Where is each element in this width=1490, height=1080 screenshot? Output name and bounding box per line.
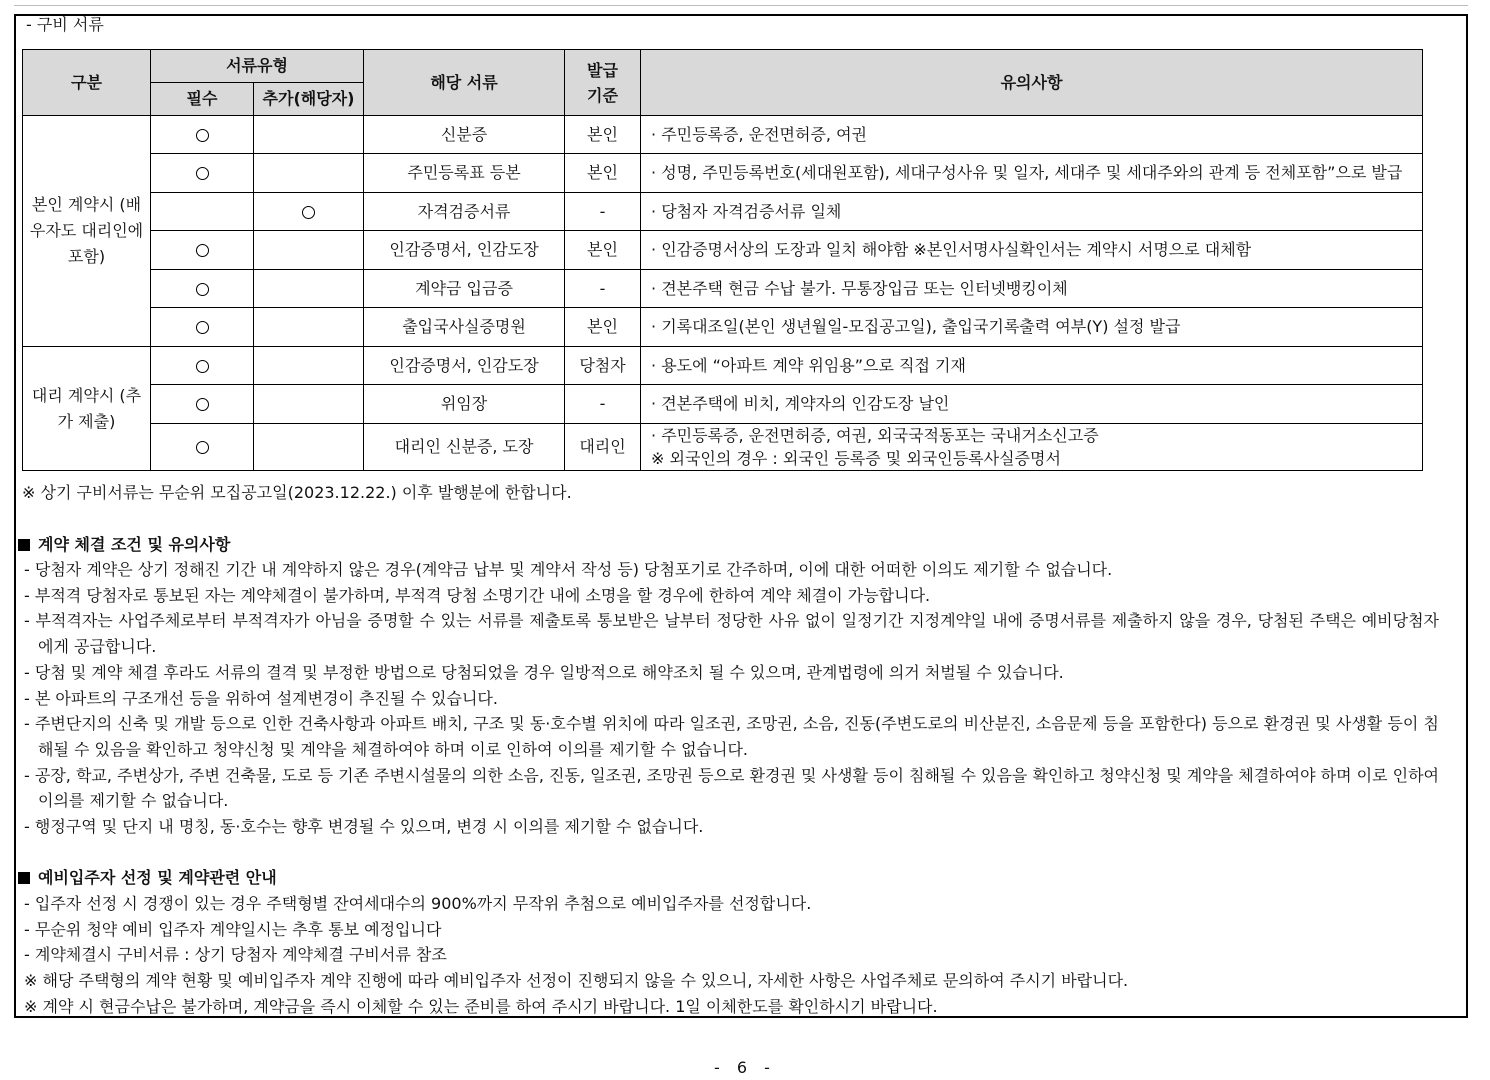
document-cell: 계약금 입금증 bbox=[364, 270, 565, 308]
header-additional: 추가(해당자) bbox=[254, 83, 364, 116]
category-cell: 대리 계약시 (추가 제출) bbox=[23, 347, 151, 471]
table-row bbox=[23, 154, 1423, 193]
list-item: - 당첨 및 계약 체결 후라도 서류의 결격 및 부정한 방법으로 당첨되었을 경우 일방적으로 해약조치 될 수 있으며, 관계법령에 의거 처벌될 수 있습니다. bbox=[24, 662, 1064, 682]
note-cell bbox=[641, 308, 1423, 347]
documents-footnote: ※ 상기 구비서류는 무순위 모집공고일(2023.12.22.) 이후 발행분에 한합니다. bbox=[22, 483, 572, 502]
document-cell: 자격검증서류 bbox=[364, 193, 565, 231]
note-cell bbox=[641, 270, 1423, 308]
header-issue-basis bbox=[565, 50, 641, 116]
circle-mark-icon bbox=[196, 244, 209, 257]
additional-cell bbox=[254, 308, 364, 347]
section-title: 계약 체결 조건 및 유의사항 bbox=[38, 535, 231, 554]
header-notes: 유의사항 bbox=[641, 50, 1423, 116]
list-item: - 입주자 선정 시 경쟁이 있는 경우 주택형별 잔여세대수의 900%까지 무작위 추첨으로 예비입주자를 선정합니다. bbox=[24, 894, 812, 913]
note-line: · 인감증명서상의 도장과 일치 해야함 ※본인서명사실확인서는 계약시 서명으로 대체함 bbox=[651, 240, 1252, 259]
required-cell bbox=[151, 193, 254, 231]
table-row bbox=[23, 385, 1423, 424]
required-documents-table bbox=[22, 49, 1423, 471]
table-row bbox=[23, 116, 1423, 154]
issue-basis-cell: - bbox=[565, 270, 641, 308]
note-cell bbox=[641, 193, 1423, 231]
table-row bbox=[23, 308, 1423, 347]
issue-basis-cell: 본인 bbox=[565, 308, 641, 347]
section-title: 예비입주자 선정 및 계약관련 안내 bbox=[38, 868, 277, 887]
additional-cell bbox=[254, 154, 364, 193]
list-item: ※ 계약 시 현금수납은 불가하며, 계약금을 즉시 이체할 수 있는 준비를 하여 주시기 바랍니다. 1일 이체한도를 확인하시기 바랍니다. bbox=[24, 996, 938, 1016]
note-line: · 견본주택 현금 수납 불가. 무통장입금 또는 인터넷뱅킹이체 bbox=[651, 278, 1068, 298]
issue-basis-cell: 당첨자 bbox=[565, 347, 641, 385]
note-line: · 성명, 주민등록번호(세대원포함), 세대구성사유 및 일자, 세대주 및 세대주와의 관계 등 전체포함”으로 발급 bbox=[651, 163, 1403, 182]
circle-mark-icon bbox=[196, 360, 209, 373]
required-cell bbox=[151, 231, 254, 270]
table-row bbox=[23, 270, 1423, 308]
table-row bbox=[23, 424, 1423, 471]
document-cell: 출입국사실증명원 bbox=[364, 308, 565, 347]
table-body bbox=[23, 116, 1423, 471]
required-cell bbox=[151, 154, 254, 193]
circle-mark-icon bbox=[196, 321, 209, 334]
page-number: - 6 - bbox=[714, 1058, 776, 1077]
issue-basis-cell: 본인 bbox=[565, 116, 641, 154]
table-row bbox=[23, 231, 1423, 270]
header-required: 필수 bbox=[151, 83, 254, 116]
table-row bbox=[23, 193, 1423, 231]
additional-cell bbox=[254, 231, 364, 270]
additional-cell bbox=[254, 424, 364, 471]
list-item: - 계약체결시 구비서류 : 상기 당첨자 계약체결 구비서류 참조 bbox=[24, 945, 447, 965]
additional-cell bbox=[254, 116, 364, 154]
circle-mark-icon bbox=[196, 441, 209, 454]
additional-cell bbox=[254, 193, 364, 231]
required-cell bbox=[151, 270, 254, 308]
list-item: - 무순위 청약 예비 입주자 계약일시는 추후 통보 예정입니다 bbox=[24, 919, 442, 939]
note-line: · 용도에 “아파트 계약 위임용”으로 직접 기재 bbox=[651, 355, 966, 375]
note-cell bbox=[641, 347, 1423, 385]
top-divider bbox=[14, 5, 1468, 6]
section-label: - 구비 서류 bbox=[26, 15, 104, 34]
circle-mark-icon bbox=[196, 398, 209, 411]
contract-conditions-list bbox=[24, 557, 1439, 840]
circle-mark-icon bbox=[196, 129, 209, 142]
list-item: - 본 아파트의 구조개선 등을 위하여 설계변경이 추진될 수 있습니다. bbox=[24, 688, 498, 708]
required-cell bbox=[151, 424, 254, 471]
required-cell bbox=[151, 116, 254, 154]
issue-basis-cell: 대리인 bbox=[565, 424, 641, 471]
circle-mark-icon bbox=[302, 206, 315, 219]
additional-cell bbox=[254, 385, 364, 424]
note-cell bbox=[641, 154, 1423, 193]
note-line: ※ 외국인의 경우 : 외국인 등록증 및 외국인등록사실증명서 bbox=[651, 449, 1061, 468]
required-cell bbox=[151, 308, 254, 347]
document-cell: 위임장 bbox=[364, 385, 565, 424]
list-item: - 공장, 학교, 주변상가, 주변 건축물, 도로 등 기존 주변시설물의 의한 소음, 진동, 일조권, 조망권 등으로 환경권 및 사생활 등이 침해될 수 있음을 확인하고 청약신청 및 계약을 체결하여야 하며 이로 인하여 이의를 제기할 수 없습니다. bbox=[24, 765, 1439, 811]
issue-basis-cell: - bbox=[565, 193, 641, 231]
issue-basis-cell: - bbox=[565, 385, 641, 424]
required-cell bbox=[151, 385, 254, 424]
issue-basis-cell: 본인 bbox=[565, 154, 641, 193]
list-item: - 당첨자 계약은 상기 정해진 기간 내 계약하지 않은 경우(계약금 납부 및 계약서 작성 등) 당첨포기로 간주하며, 이에 대한 어떠한 이의도 제기할 수 없습니다. bbox=[24, 560, 1113, 579]
note-line: · 당첨자 자격검증서류 일체 bbox=[651, 201, 842, 221]
reserve-tenant-list bbox=[24, 891, 1439, 1020]
list-item: - 부적격 당첨자로 통보된 자는 계약체결이 불가하며, 부적격 당첨 소명기간 내에 소명을 할 경우에 한하여 계약 체결이 가능합니다. bbox=[24, 585, 931, 605]
note-line: · 주민등록증, 운전면허증, 여권 bbox=[651, 124, 868, 144]
category-cell: 본인 계약시 (배우자도 대리인에 포함) bbox=[23, 116, 151, 347]
document-cell: 신분증 bbox=[364, 116, 565, 154]
table-row bbox=[23, 347, 1423, 385]
note-cell bbox=[641, 424, 1423, 471]
circle-mark-icon bbox=[196, 283, 209, 296]
note-line: · 기록대조일(본인 생년월일-모집공고일), 출입국기록출력 여부(Y) 설정 발급 bbox=[651, 317, 1181, 336]
additional-cell bbox=[254, 347, 364, 385]
section-heading-reserve bbox=[18, 868, 277, 888]
required-cell bbox=[151, 347, 254, 385]
note-line: · 견본주택에 비치, 계약자의 인감도장 날인 bbox=[651, 394, 950, 413]
list-item: ※ 해당 주택형의 계약 현황 및 예비입주자 계약 진행에 따라 예비입주자 선정이 진행되지 않을 수 있으니, 자세한 사항은 사업주체로 문의하여 주시기 바랍니다. bbox=[24, 971, 1129, 991]
note-cell bbox=[641, 385, 1423, 424]
document-cell: 대리인 신분증, 도장 bbox=[364, 424, 565, 471]
document-cell: 주민등록표 등본 bbox=[364, 154, 565, 193]
list-item: - 주변단지의 신축 및 개발 등으로 인한 건축사항과 아파트 배치, 구조 및 동·호수별 위치에 따라 일조권, 조망권, 소음, 진동(주변도로의 비산분진, 소음문제 등을 포함한다) 등으로 환경권 및 사생활 등이 침해될 수 있음을 확인하고 청약신청 및 계약을 체결하여야 하며 이로 인하여 이의를 제기할 수 없습니다. bbox=[24, 714, 1439, 759]
list-item: - 부적격자는 사업주체로부터 부적격자가 아님을 증명할 수 있는 서류를 제출토록 통보받은 날부터 정당한 사유 없이 일정기간 지정계약일 내에 증명서류를 제출하지 않을 경우, 당첨된 주택은 예비당첨자에게 공급합니다. bbox=[24, 611, 1439, 657]
note-cell bbox=[641, 116, 1423, 154]
document-cell: 인감증명서, 인감도장 bbox=[364, 347, 565, 385]
square-bullet-icon bbox=[18, 872, 30, 884]
note-line: · 주민등록증, 운전면허증, 여권, 외국국적동포는 국내거소신고증 bbox=[651, 426, 1099, 445]
note-cell bbox=[641, 231, 1423, 270]
header-category: 구분 bbox=[23, 50, 151, 116]
document-cell: 인감증명서, 인감도장 bbox=[364, 231, 565, 270]
header-doc-type: 서류유형 bbox=[151, 50, 364, 83]
circle-mark-icon bbox=[196, 167, 209, 180]
section-heading-contract bbox=[18, 535, 230, 555]
header-document: 해당 서류 bbox=[364, 50, 565, 116]
header-issue-basis-text: 발급 기준 bbox=[587, 60, 618, 105]
issue-basis-cell: 본인 bbox=[565, 231, 641, 270]
additional-cell bbox=[254, 270, 364, 308]
square-bullet-icon bbox=[18, 539, 30, 551]
list-item: - 행정구역 및 단지 내 명칭, 동·호수는 향후 변경될 수 있으며, 변경 시 이의를 제기할 수 없습니다. bbox=[24, 817, 704, 837]
